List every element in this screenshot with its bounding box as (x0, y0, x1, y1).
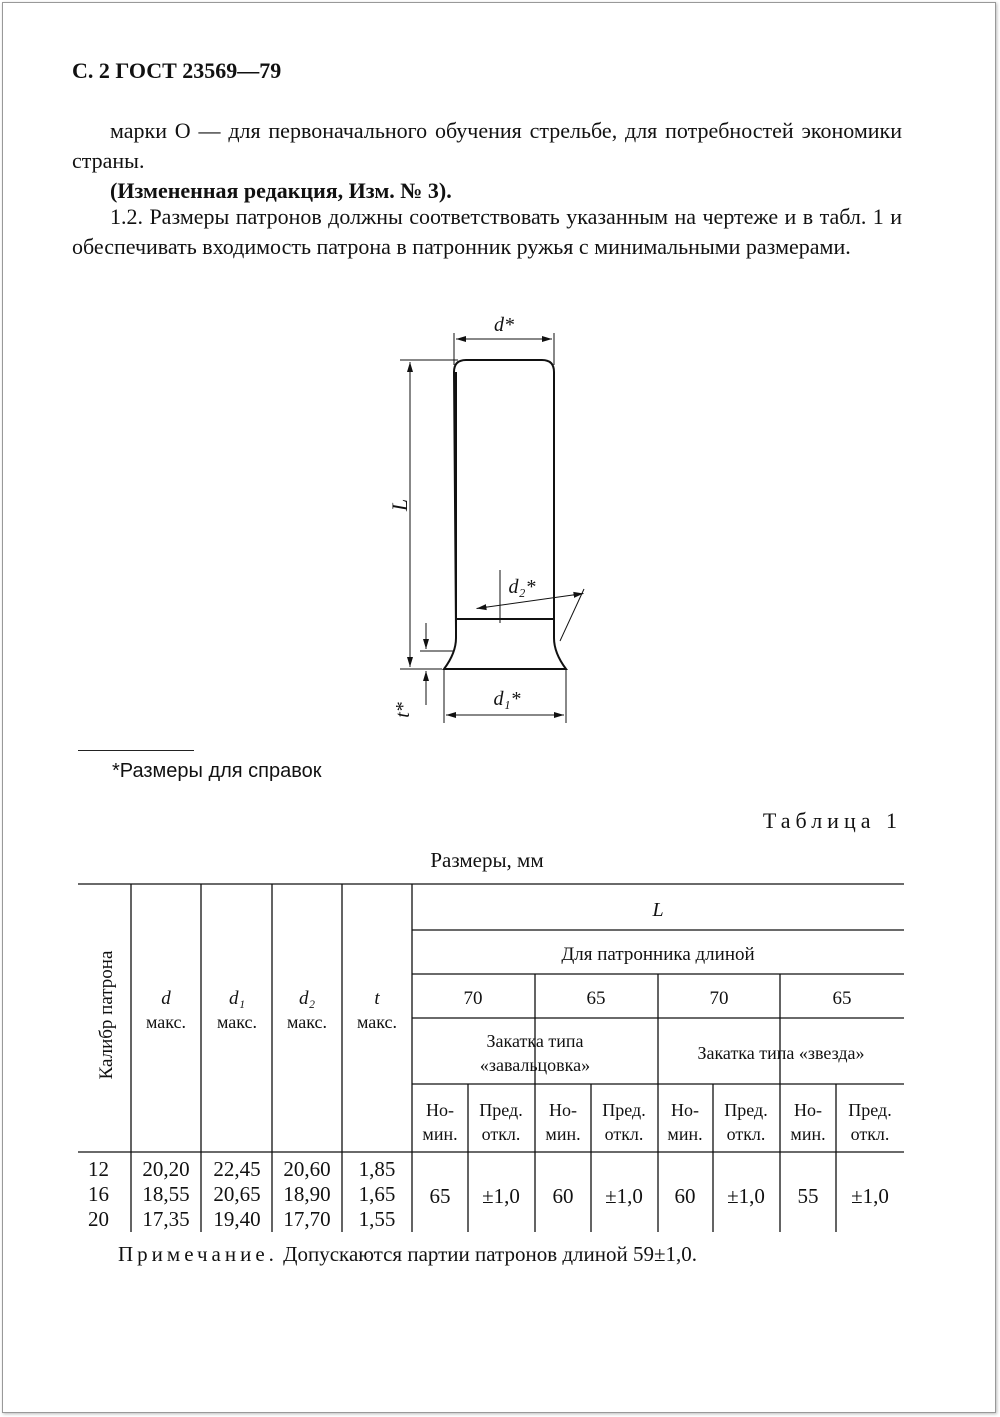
row-16-d2: 18,90 (283, 1182, 331, 1206)
dev-header-1b: откл. (481, 1124, 521, 1144)
dev-header-4b: откл. (850, 1124, 890, 1144)
length-65-b: 65 (832, 988, 852, 1009)
header-d1: d₁ (228, 988, 246, 1009)
crimp-type-1-line1: Закатка типа (486, 1031, 584, 1051)
L-dev-70-b: ±1,0 (727, 1184, 765, 1208)
page-header: С. 2 ГОСТ 23569—79 (72, 58, 282, 83)
header-chamber: Для патронника длиной (561, 944, 755, 965)
length-65-a: 65 (586, 988, 606, 1009)
dev-header-4a: Пред. (848, 1100, 892, 1120)
note-label: Примечание. (118, 1242, 278, 1266)
dev-header-1a: Пред. (479, 1100, 523, 1120)
label-t: t* (392, 702, 414, 718)
header-caliber: Калибр патрона (96, 950, 117, 1080)
label-d2: d₂* (508, 576, 536, 598)
L-nom-65-b: 55 (797, 1184, 819, 1208)
L-dev-65-a: ±1,0 (605, 1184, 643, 1208)
header-L: L (652, 899, 664, 921)
table-note (118, 1242, 697, 1267)
paragraph-dimensions: 1.2. Размеры патронов должны соответствовать указанным на чертеже и в табл. 1 и обеспечивать входимость патрона в патронник ружья с минимальными размерами. (72, 204, 902, 259)
row-12-d2: 20,60 (283, 1157, 331, 1181)
length-70-b: 70 (709, 988, 729, 1009)
row-20-t: 1,55 (358, 1207, 396, 1231)
nom-header-2a: Но- (549, 1100, 577, 1120)
nom-header-4b: мин. (790, 1124, 826, 1144)
header-t: t (374, 988, 380, 1009)
paragraph-purpose: марки О — для первоначального обучения стрельбе, для потребностей экономики страны. (72, 118, 902, 173)
label-d: d* (494, 314, 514, 336)
table-units: Размеры, мм (430, 848, 544, 872)
row-12-d: 20,20 (142, 1157, 190, 1181)
length-70-a: 70 (463, 988, 483, 1009)
label-L: L (387, 498, 412, 512)
dev-header-3b: откл. (726, 1124, 766, 1144)
nom-header-3a: Но- (671, 1100, 699, 1120)
amendment-note: (Измененная редакция, Изм. № 3). (110, 178, 452, 203)
row-20-d: 17,35 (142, 1207, 190, 1231)
footnote: *Размеры для справок (112, 760, 322, 782)
row-16-d: 18,55 (142, 1182, 190, 1206)
nom-header-3b: мин. (667, 1124, 703, 1144)
label-d1: d₁* (493, 688, 521, 710)
L-nom-70-a: 65 (429, 1184, 451, 1208)
row-12-t: 1,85 (358, 1157, 396, 1181)
row-16-t: 1,65 (358, 1182, 396, 1206)
note-text: Допускаются партии патронов длиной 59±1,0. (277, 1242, 698, 1266)
row-12-d1: 22,45 (213, 1157, 261, 1181)
header-d: d (161, 988, 171, 1009)
crimp-type-2: Закатка типа «звезда» (697, 1043, 865, 1063)
row-20-caliber: 20 (88, 1207, 109, 1231)
L-dev-70-a: ±1,0 (482, 1184, 520, 1208)
table-label: Таблица 1 (762, 808, 902, 833)
nom-header-1b: мин. (422, 1124, 458, 1144)
L-nom-70-b: 60 (674, 1184, 696, 1208)
nom-header-2b: мин. (545, 1124, 581, 1144)
row-20-d2: 17,70 (283, 1207, 331, 1231)
dev-header-3a: Пред. (724, 1100, 768, 1120)
L-nom-65-a: 60 (552, 1184, 574, 1208)
row-12-caliber: 12 (88, 1157, 109, 1181)
nom-header-4a: Но- (794, 1100, 822, 1120)
header-d-max: макс. (145, 1012, 187, 1032)
header-d2-max: макс. (286, 1012, 328, 1032)
header-t-max: макс. (356, 1012, 398, 1032)
header-d2: d₂ (298, 988, 316, 1009)
nom-header-1a: Но- (426, 1100, 454, 1120)
dev-header-2a: Пред. (602, 1100, 646, 1120)
dev-header-2b: откл. (604, 1124, 644, 1144)
crimp-type-1-line2: «завальцовка» (479, 1055, 591, 1075)
row-16-d1: 20,65 (213, 1182, 261, 1206)
row-20-d1: 19,40 (213, 1207, 261, 1231)
header-d1-max: макс. (216, 1012, 258, 1032)
L-dev-65-b: ±1,0 (851, 1184, 889, 1208)
row-16-caliber: 16 (88, 1182, 109, 1206)
